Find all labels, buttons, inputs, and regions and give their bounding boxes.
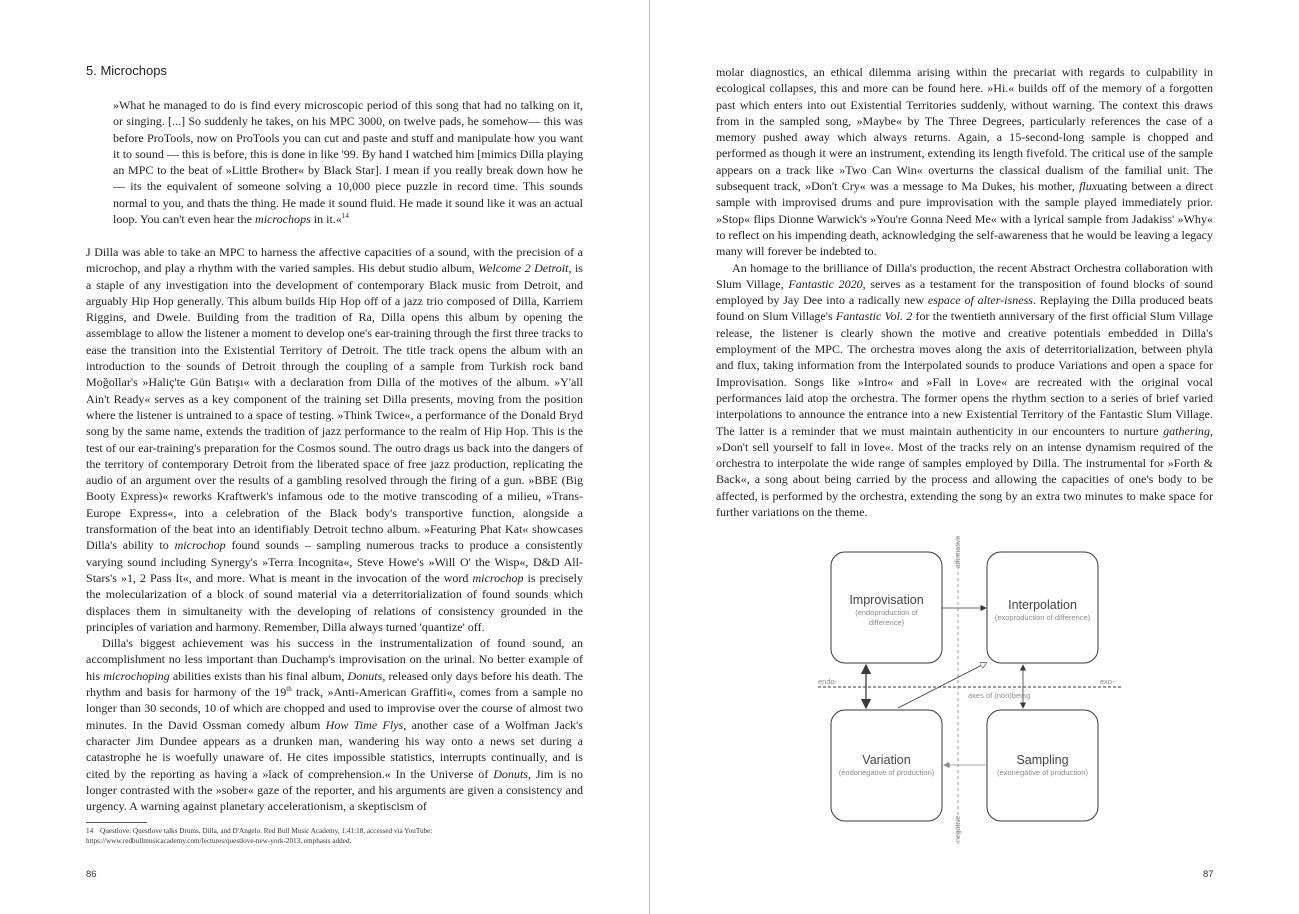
quote-text: »What he managed to do is find every microscopic period of this song that had no talking on it, or singing. [...] So suddenly he takes, on his MPC 3000, on twelve pads, he somehow— this was before ProTools, now on ProTools you can cut and paste and stuff and manipulate how you want it to sound — this is before, this is done in like '99. By hand I watched him [mimics Dilla playing an MPC to the beat of »Little Brother« by Black Star]. I mean if you really break down how he— its the equivalent of someone solving a 10,000 piece puzzle in record time. This sounds normal to you, and thats the thing. He made it sound fluid. He made it sound like it was an actual loop. You can't even hear the xyxy=(113,98,583,227)
quote-text-end: in it.« xyxy=(310,212,342,227)
sampling-subtitle: (exonegative of production) xyxy=(997,768,1088,777)
left-page xyxy=(0,0,649,914)
page-number-right: 87 xyxy=(1203,869,1214,880)
production-axes-diagram xyxy=(810,530,1130,850)
improvisation-subtitle-1: (endoproduction of xyxy=(855,608,918,617)
improvisation-title: Improvisation xyxy=(849,593,924,607)
left-body-text xyxy=(86,244,583,814)
footnote xyxy=(86,827,583,846)
interpolation-title: Interpolation xyxy=(1008,598,1077,612)
quote-emphasis: microchops xyxy=(255,212,311,227)
axis-label-left: endo- xyxy=(818,677,838,686)
arrow-diagonal-interpolation-variation xyxy=(898,663,986,708)
right-page xyxy=(650,0,1299,914)
paragraph: An homage to the brilliance of Dilla's production, the recent Abstract Orchestra collaboration with Slum Village, Fantastic 2020, serves as a testament for the transposition of found blocks of sound employed by Jay Dee into a radically new espace of alter-isness. Replaying the Dilla produced beats found on Slum Village's Fantastic Vol. 2 for the twentieth anniversary of the first official Slum Village release, the listener is clearly shown the motive and creative potentials embedded in Dilla's employment of the MPC. The orchestra moves along the axis of deterritorialization, between phyla and flux, taking information from the Interpolated sounds to produce Variations and open a space for Improvisation. Songs like »Intro« and »Fall in Love« are recreated with the original vocal performances laid atop the orchestra. The former opens the rhythm section to a series of brief varied interpolations to announce the entrance into a new Existential Territory of the Fantastic Slum Village. The latter is a reminder that we must maintain authenticity in our encounters to nurture gathering, »Don't sell yourself to fall in love«. Most of the tracks rely on an intense dynamism required of the orchestra to interpolate the wide range of samples employed by Dilla. The instrumental for »Forth & Back«, a song about being carried by the process and allowing the capacities of one's body to be affected, is performed by the orchestra, extending the song by an extra two minutes to make space for further variations on the theme. xyxy=(716,260,1213,520)
variation-title: Variation xyxy=(862,753,911,767)
page-number-left: 86 xyxy=(86,869,97,880)
paragraph: J Dilla was able to take an MPC to harness the affective capacities of a sound, with the precision of a microchop, and play a rhythm with the varied samples. His debut studio album, Welcome 2 Detroit, is a staple of any investigation into the development of contemporary Black music from Detroit, and arguably Hip Hop generally. This album builds Hip Hop off of a jazz trio composed of Dilla, Karriem Riggins, and Dwele. Building from the tradition of Ra, Dilla opens this album by opening the assemblage to allow the listener a moment to develop one's ear-training through the first three tracks to ease the transition into the Existential Territory of Detroit. The title track opens the album with an introduction to the sounds of Detroit through the coupling of a sample from Turkish rock band Moğollar's »Haliç'te Gün Batışı« with a declaration from Dilla of the motives of the album. »Y'all Ain't Ready« serves as a key component of the training set Dilla presents, moving from the position where the listener is untrained to a space of testing. »Think Twice«, a performance of the Donald Bryd song by the same name, extends the tradition of jazz performance to the realm of Hip Hop. This is the test of our ear-training's preparation for the Cosmos sound. The outro drags us back into the dangers of the territory of contemporary Detroit from the liberated space of free jazz production, replicating the audio of an argument over the results of a gambling resolved through the firing of a gun. »BBE (Big Booty Express)« reworks Kraftwerk's infamous ode to the motive transcoding of a milieu, »Trans-Europe Express«, into a celebration of the Black body's transportive function, alongside a transformation of the beat into an identifiably Detroit techno album. »Featuring Phat Kat« showcases Dilla's ability to microchop found sounds – sampling numerous tracks to produce a consistently varying sound including Synergy's »Terra Incognita«, Steve Howe's »Will O' the Wisp«, D&D All-Stars's »1, 2 Pass It«, and more. What is meant in the invocation of the word microchop is precisely the molecularization of a block of sound material via a deterritorialization of found sounds which displaces them in simultaneity with the developing of relations of consistency grounded in the principles of variation and harmony. Remember, Dilla always turned 'quantize' off. xyxy=(86,245,583,634)
axis-label-bottom: negative xyxy=(955,815,962,842)
interpolation-subtitle: (exoproduction of difference) xyxy=(994,613,1091,622)
axis-label-right: exo- xyxy=(1100,677,1115,686)
footnote-text: Questlove: Questlove talks Drums, Dilla, and D'Angelo. Red Bull Music Academy, 1:41:18, accessed via YouTube: https://www.redbullmusicacademy.com/lectures/questlove-new-york-2013, emphasis added. xyxy=(86,827,433,845)
block-quote xyxy=(113,97,583,227)
axis-label-top: affirmative xyxy=(955,535,962,568)
paragraph: Dilla's biggest achievement was his success in the instrumentalization of found sound, an accomplishment no less important than Duchamp's improvisation on the urinal. No better example of his microchoping abilities exists than his final album, Donuts, released only days before his death. The rhythm and basis for harmony of the 19th track, »Anti-American Graffiti«, comes from a sample no longer than 30 seconds, 10 of which are chopped and used to improvise over the course of almost two minutes. In the David Ossman comedy album How Time Flys, another case of a Wolfman Jack's character Jim Dundee appears as a drunken man, wandering his way onto a news set during a catastrophe he is woefully unaware of. He cites impossible statistics, interrupts continually, and is cited by the reporting as having a »lack of comprehension.« In the Universe of Donuts, Jim is no longer contrasted with the »sober« gaze of the reporter, and his arguments are given a consistency and urgency. A warning against planetary accelerationism, a skeptiscism of xyxy=(86,636,583,814)
improvisation-subtitle-2: difference) xyxy=(868,618,905,627)
footnote-reference[interactable]: 14 xyxy=(341,212,349,221)
footnote-divider xyxy=(86,822,147,823)
diagonal-axis-label: axes of (non)being xyxy=(968,691,1031,700)
sampling-title: Sampling xyxy=(1016,753,1069,767)
footnote-number: 14 xyxy=(86,827,94,835)
right-body-text xyxy=(716,64,1213,520)
chapter-heading: 5. Microchops xyxy=(86,63,167,78)
variation-subtitle: (endonegative of production) xyxy=(838,768,935,777)
paragraph: molar diagnostics, an ethical dilemma arising within the precariat with regards to culpability in ecological collapses, this and more can be found here. »Hi.« builds off of the memory of a forgotten past which enters into out Existential Territories suddenly, without warning. The context this draws from in the sampled song, »Maybe« by The Three Degrees, particularly references the case of a memory pushed away which always returns. Again, a 15-second-long sample is chopped and performed as though it were an instrument, extending its length fivefold. The critical use of the sample appears on a track like »Two Can Win« overturns the classical dualism of the familial unit. The subsequent track, »Don't Cry« was a message to Ma Dukes, his mother, fluxuating between a direct sample with improvised drums and pure improvisation with the sample played immediately prior. »Stop« flips Dionne Warwick's »You're Gonna Need Me« with a lyrical sample from Jadakiss' »Why« to reflect on his impending death, acknowledging the self-awareness that he would be leaving a legacy many will forever be indebted to. xyxy=(716,65,1213,259)
